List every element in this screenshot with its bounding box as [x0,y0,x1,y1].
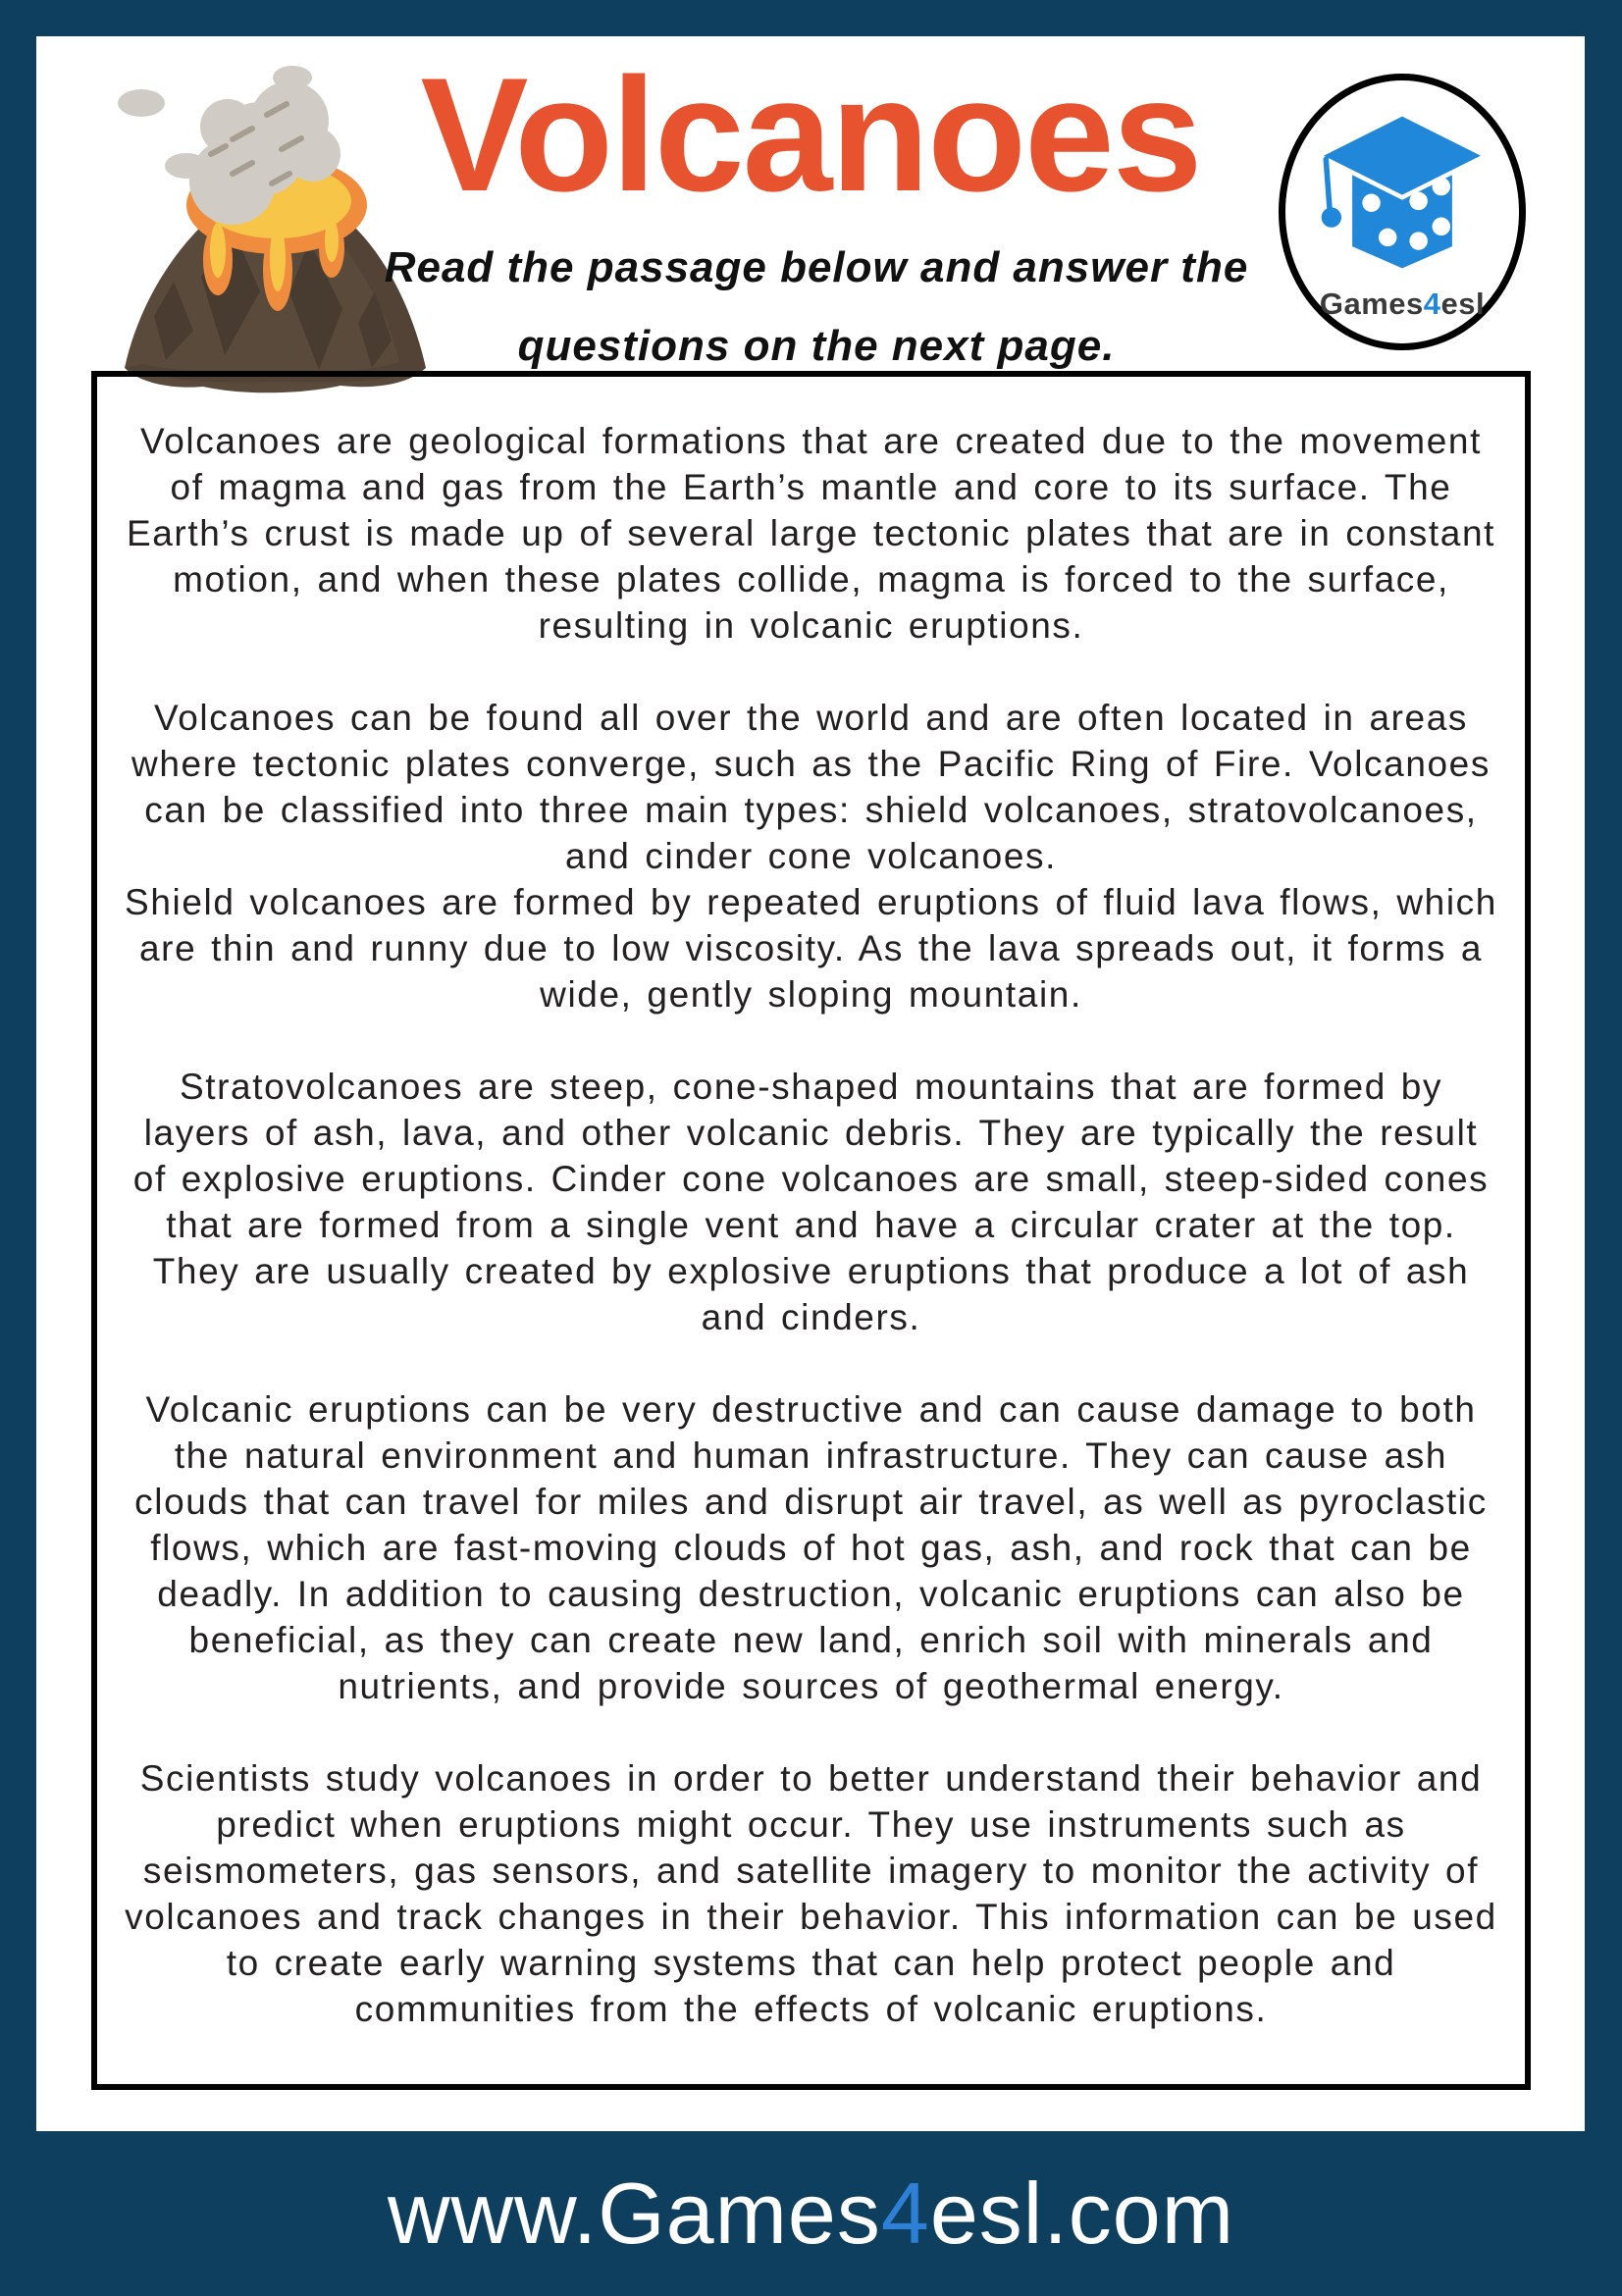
url-suffix: esl.com [929,2165,1235,2262]
page-body [36,36,1585,2131]
passage-paragraph-1: Volcanoes are geological formations that are created due to the movement of magma and gas from the Earth’s mantle and core to its surface. The Earth’s crust is made up of several large tectonic plates that are in constant motion, and when these plates collide, magma is forced to the surface, resulting in volcanic eruptions. [126,421,1496,646]
passage-paragraph-5: Volcanic eruptions can be very destructive and can cause damage to both the natural environment and human infrastructure. They can cause ash clouds that can travel for miles and disrupt air travel, as well as pyroclastic flows, which are fast-moving clouds of hot gas, ash, and rock that can be deadly. In addition to causing destruction, volcanic eruptions can also be beneficial, as they can create new land, enrich soil with minerals and nutrients, and provide sources of geothermal energy. [134,1389,1488,1706]
url-number: 4 [880,2165,930,2262]
website-url [388,2164,1234,2264]
passage-paragraph-4: Stratovolcanoes are steep, cone-shaped mountains that are formed by layers of ash, lava, and other volcanic debris. They are typically the result of explosive eruptions. Cinder cone volcanoes are small, steep-sided cones that are formed from a single vent and have a circular crater at the top. They are usually created by explosive eruptions that produce a lot of ash and cinders. [132,1067,1490,1337]
logo-text-prefix: Games [1319,286,1424,321]
graduation-cap-dice-icon [1304,103,1500,285]
passage-paragraph-3: Shield volcanoes are formed by repeated eruptions of fluid lava flows, which are thin and runny due to low viscosity. As the lava spreads out, it forms a wide, gently sloping mountain. [125,882,1497,1015]
games4esl-logo [1279,74,1526,350]
page-title: Volcanoes [420,44,1201,225]
passage-paragraph-2: Volcanoes can be found all over the world and are often located in areas where tectonic plates converge, such as the Pacific Ring of Fire. Volcanoes can be classified into three main types: shield volcanoes, stratovolcanoes, and cinder cone volcanoes. [131,698,1491,876]
url-prefix: www.Games [387,2165,881,2262]
passage-box [91,371,1531,2090]
instructions-text: Read the passage below and answer the questions on the next page. [384,243,1249,370]
logo-wordmark [1320,287,1485,322]
logo-text-suffix: esl [1440,286,1486,321]
passage-paragraph-6: Scientists study volcanoes in order to better understand their behavior and predict when eruptions might occur. They use instruments such as seismometers, gas sensors, and satellite imagery to monitor the activity of volcanoes and track changes in their behavior. This information can be used to create early warning systems that can help protect people and communities from the effects of volcanic eruptions. [125,1758,1497,2029]
footer-bar [0,2131,1622,2296]
logo-text-number: 4 [1423,286,1441,321]
